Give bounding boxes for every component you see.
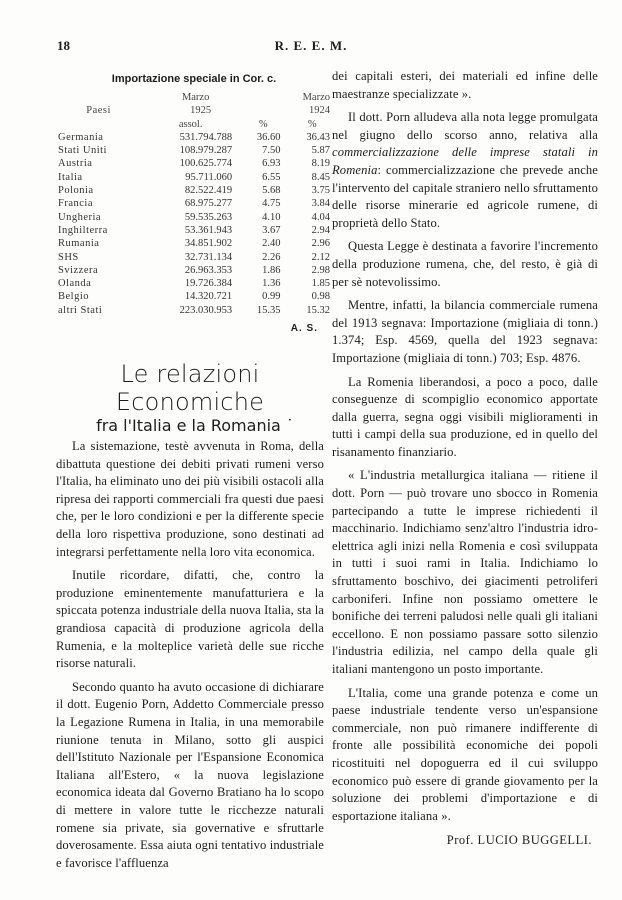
table-row xyxy=(58,131,330,144)
percent-1924-cell: 2.98 xyxy=(311,264,330,276)
table-row xyxy=(58,277,330,290)
country-cell: SHS xyxy=(58,251,79,263)
header-year-1925: 1925 xyxy=(190,105,212,117)
import-table xyxy=(58,91,330,317)
paragraph: Questa Legge è destinata a favorire l'incremento della produzione rumena, che, del resto, è già di per sè notevolissimo. xyxy=(332,239,598,289)
table-row xyxy=(58,197,330,210)
table-row xyxy=(58,224,330,237)
percent-1924-cell: 8.45 xyxy=(311,171,330,183)
header-pct-1924: % xyxy=(307,118,317,130)
country-cell: Stati Uniti xyxy=(58,145,107,157)
table-row xyxy=(58,157,330,170)
paragraph: Inutile ricordare, difatti, che, contro la produzione eminentemente manufatturiera e la spiccata potenza industriale della nuova Italia, sta la grandiosa capacità di produzione agricola della Rumenia, e la molteplice varietà delle sue ricche risorse naturali. xyxy=(56,568,324,671)
country-cell: Rumania xyxy=(58,238,100,250)
absolute-1925-cell: 100.625.774 xyxy=(179,158,233,170)
percent-1924-cell: 36.43 xyxy=(306,131,330,143)
absolute-1925-cell: 223.030.953 xyxy=(179,304,233,316)
text-run: : commercializzazione che prevede anche l'intervento del capitale straniero nello sfruttamento delle risorse minerarie ed agricole rumene, di proprietà dello Stato. xyxy=(332,162,598,230)
absolute-1925-cell: 32.731.134 xyxy=(184,251,233,263)
table-signature: A. S. xyxy=(290,323,318,335)
left-column xyxy=(56,68,330,878)
percent-1924-cell: 5.87 xyxy=(311,145,330,157)
article-subtitle: fra l'Italia e la Romania ˙ xyxy=(96,416,294,436)
table-row xyxy=(58,237,330,250)
percent-1925-cell: 6.93 xyxy=(262,158,281,170)
percent-1925-cell: 7.50 xyxy=(262,145,281,157)
law-title-italic: commercializzazione delle imprese statali in Romenia xyxy=(332,145,598,177)
country-cell: Olanda xyxy=(58,278,92,290)
percent-1924-cell: 0.98 xyxy=(311,291,330,303)
percent-1924-cell: 2.12 xyxy=(311,251,330,263)
table-row xyxy=(58,211,330,224)
percent-1924-cell: 15.32 xyxy=(306,304,330,316)
absolute-1925-cell: 14.320.721 xyxy=(184,291,233,303)
paragraph: La Romenia liberandosi, a poco a poco, dalle conseguenze di scompiglio economico apportate dalla guerra, segna oggi visibili miglioramenti in tutti i campi della sua produzione, ed in quello del risanamento finanziario. xyxy=(332,374,598,459)
country-cell: Francia xyxy=(58,198,93,210)
table-title: Importazione speciale in Cor. c. xyxy=(111,73,277,85)
absolute-1925-cell: 19.726.384 xyxy=(184,278,233,290)
country-cell: Belgio xyxy=(58,291,89,303)
percent-1925-cell: 1.36 xyxy=(262,278,281,290)
percent-1924-cell: 1.85 xyxy=(311,278,330,290)
table-body xyxy=(58,131,330,317)
absolute-1925-cell: 59.535.263 xyxy=(184,211,233,223)
percent-1925-cell: 2.26 xyxy=(262,251,281,263)
percent-1924-cell: 2.96 xyxy=(311,238,330,250)
table-row xyxy=(58,184,330,197)
page-number: 18 xyxy=(57,38,70,53)
header-pct-1925: % xyxy=(258,118,268,130)
header-year-1924: 1924 xyxy=(309,105,330,117)
paragraph-continuation: dei capitali esteri, dei materiali ed infine delle maestranze specializzate ». xyxy=(332,69,598,101)
country-cell: Polonia xyxy=(58,185,94,197)
country-cell: Svizzera xyxy=(58,264,99,276)
absolute-1925-cell: 531.794.788 xyxy=(179,131,233,143)
absolute-1925-cell: 68.975.277 xyxy=(184,198,233,210)
absolute-1925-cell: 108.979.287 xyxy=(179,145,233,157)
header-country: Paesi xyxy=(86,105,111,117)
percent-1924-cell: 3.75 xyxy=(311,185,330,197)
header-period-1924: Marzo xyxy=(302,92,330,103)
absolute-1925-cell: 53.361.943 xyxy=(184,224,233,236)
percent-1925-cell: 5.68 xyxy=(262,185,281,197)
header-period-1925: Marzo xyxy=(181,92,210,103)
country-cell: Austria xyxy=(58,158,93,170)
header-abs: assol. xyxy=(178,118,203,130)
table-row xyxy=(58,251,330,264)
paragraph: L'Italia, come una grande potenza e come un paese industriale tendente verso un'espansione commerciale, non può rimanere indifferente di fronte alle possibilità economiche dei popoli ricostituiti nel dopoguerra ed il cui sviluppo economico può essere di grande giovamento per la soluzione dei problemi d'importazione e di esportazione italiana ». xyxy=(332,685,598,823)
percent-1925-cell: 2.40 xyxy=(262,238,281,250)
percent-1925-cell: 36.60 xyxy=(256,131,281,143)
percent-1925-cell: 3.67 xyxy=(262,224,281,236)
percent-1925-cell: 0.99 xyxy=(262,291,281,303)
paragraph: La sistemazione, testè avvenuta in Roma, della dibattuta questione dei debiti privati rumeni verso l'Italia, ha eliminato uno dei più visibili ostacoli alla ripresa dei rapporti commerciali fra questi due paesi che, per le loro condizioni e per la differente specie della loro rispettiva produzione, sono destinati ad integrarsi perfettamente nella loro vita economica. xyxy=(56,439,324,559)
country-cell: Ungheria xyxy=(58,211,102,223)
table-row xyxy=(58,304,330,317)
paragraph xyxy=(332,109,598,232)
absolute-1925-cell: 82.522.419 xyxy=(184,185,233,197)
percent-1925-cell: 1.86 xyxy=(262,264,281,276)
right-column xyxy=(332,68,598,848)
text-run: Il dott. Porn alludeva alla nota legge promulgata nel giugno dello scorso anno, relativa alla xyxy=(332,110,598,142)
percent-1924-cell: 4.04 xyxy=(311,211,330,223)
absolute-1925-cell: 26.963.353 xyxy=(184,264,233,276)
paragraph: Secondo quanto ha avuto occasione di dichiarare il dott. Eugenio Porn, Addetto Commerciale presso la Legazione Rumena in Italia, in una memorabile riunione tenuta in Milano, sotto gli auspici dell'Istituto Nazionale per l'Espansione Economica Italiana all'Estero, « la nuova legislazione economica ideata dal Governo Bratiano ha lo scopo di mettere in valore tutte le ricchezze naturali romene sia private, sia governative e sfruttarle doverosamente. Essa aiuta ogni tentativo industriale e favorisce l'affluenza xyxy=(56,679,324,870)
percent-1924-cell: 8.19 xyxy=(311,158,330,170)
table-row xyxy=(58,264,330,277)
absolute-1925-cell: 34.851.902 xyxy=(184,238,233,250)
percent-1925-cell: 15.35 xyxy=(256,304,281,316)
running-head: R. E. E. M. xyxy=(274,38,348,53)
country-cell: Germania xyxy=(58,131,104,143)
paragraph: « L'industria metallurgica italiana — ritiene il dott. Porn — può trovare uno sbocco in Romenia partecipando a tutte le imprese richiedenti il macchinario. Indichiamo senz'altro l'industria idro-elettrica agli inizi nella Romenia e così sviluppata in tutti i suoi rami in Italia. Indichiamo lo sfruttamento boschivo, dei giacimenti petroliferi carboniferi. Infine non possiamo omettere le bonifiche dei terreni paludosi nelle quali gli italiani eccellono. E non possiamo passare sotto silenzio l'industria edilizia, nel campo della quale gli italiani mantengono un posto importante. xyxy=(332,468,598,676)
paragraph: Mentre, infatti, la bilancia commerciale rumena del 1913 segnava: Importazione (migliaia di tonn.) 1.374; Esp. 4569, quella del 1923 segnava: Importazione (migliaia di tonn.) 703; Esp. 4876. xyxy=(332,298,598,365)
country-cell: altri Stati xyxy=(58,304,103,316)
country-cell: Inghilterra xyxy=(58,224,108,236)
absolute-1925-cell: 95.711.060 xyxy=(185,171,233,183)
percent-1925-cell: 6.55 xyxy=(262,171,281,183)
author-signature: Prof. LUCIO BUGGELLI. xyxy=(446,833,592,848)
table-row xyxy=(58,290,330,303)
percent-1924-cell: 3.84 xyxy=(311,198,330,210)
table-row xyxy=(58,144,330,157)
table-row xyxy=(58,171,330,184)
percent-1925-cell: 4.75 xyxy=(262,198,281,210)
percent-1924-cell: 2.94 xyxy=(311,224,330,236)
percent-1925-cell: 4.10 xyxy=(262,211,281,223)
article-title: Le relazioni Economiche xyxy=(115,360,265,417)
country-cell: Italia xyxy=(58,171,83,183)
